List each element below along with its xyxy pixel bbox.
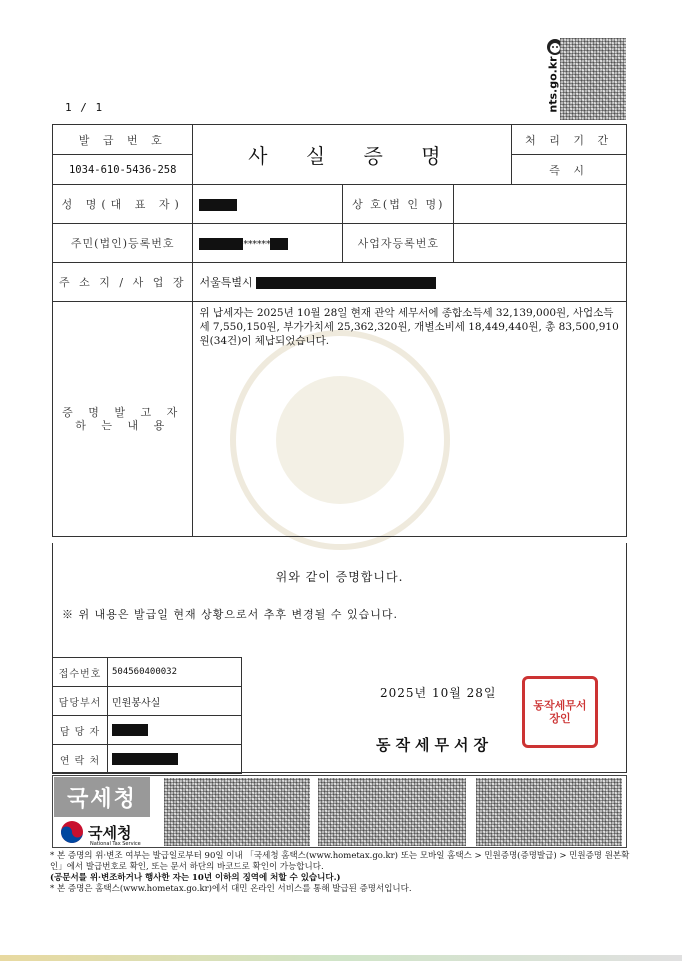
resident-id-value: ****** xyxy=(193,224,343,263)
redacted-name xyxy=(199,199,237,211)
dept-value: 민원봉사실 xyxy=(108,687,242,716)
redacted-id-tail xyxy=(270,238,288,250)
redacted-id xyxy=(199,238,243,250)
company-label: 상 호(법 인 명) xyxy=(343,185,454,224)
redacted-contact xyxy=(112,753,178,765)
address-value: 서울특별시 xyxy=(193,263,627,302)
receipt-value: 504560400032 xyxy=(108,658,242,687)
issue-date: 2025년 10월 28일 xyxy=(380,686,497,700)
emblem-text: 국세청 xyxy=(88,823,132,842)
issue-no-value: 1034-610-5436-258 xyxy=(53,155,193,185)
company-value xyxy=(454,185,627,224)
taeguk-icon xyxy=(60,820,84,844)
business-no-value xyxy=(454,224,627,263)
issue-no-label: 발 급 번 호 xyxy=(53,125,193,155)
certificate-content: 위 납세자는 2025년 10월 28일 현재 관악 세무서에 종합소득세 32,139,000원, 사업소득세 7,550,150원, 부가가치세 25,362,320원, 개별소비세 18,449,440원, 총 83,500,910원(34건)이 체납되었습니다. xyxy=(193,302,627,537)
content-label: 증 명 발 고 자 하 는 내 용 xyxy=(53,302,193,537)
official-stamp: 동작세무서장인 xyxy=(522,676,598,748)
bottom-color-strip xyxy=(0,955,682,961)
notice-text: ※ 위 내용은 발급일 현재 상황으로서 추후 변경될 수 있습니다. xyxy=(62,608,398,621)
processing-period-label: 처 리 기 간 xyxy=(512,125,627,155)
redacted-address xyxy=(256,277,436,289)
barcode-3[interactable] xyxy=(476,778,622,846)
certify-statement: 위와 같이 증명합니다. xyxy=(275,570,404,584)
page-indicator: 1 / 1 xyxy=(65,101,104,114)
redacted-staff xyxy=(112,724,148,736)
name-value xyxy=(193,185,343,224)
resident-id-label: 주민(법인)등록번호 xyxy=(53,224,193,263)
barcode-1[interactable] xyxy=(164,778,310,846)
name-label: 성 명(대 표 자) xyxy=(53,185,193,224)
staff-value xyxy=(108,716,242,745)
dept-label: 담당부서 xyxy=(53,687,108,716)
emblem-subtext: National Tax Service xyxy=(90,841,141,847)
nts-emblem-logo xyxy=(60,820,141,847)
office-name: 동작세무서장 xyxy=(376,736,493,754)
document-title: 사 실 증 명 xyxy=(193,125,512,185)
site-url-vertical: nts.go.kr xyxy=(546,56,560,113)
footer-note-3: * 본 증명은 홈택스(www.hometax.go.kr)에서 대민 온라인 서비스를 통해 발급된 증명서입니다. xyxy=(50,884,412,894)
processing-period-value: 즉 시 xyxy=(512,155,627,185)
contact-value xyxy=(108,745,242,774)
footer-note-2: (공문서를 위·변조하거나 행사한 자는 10년 이하의 징역에 처할 수 있습니다.) xyxy=(50,873,341,883)
qr-code-top[interactable] xyxy=(560,38,626,120)
footer-note-1: * 본 증명의 위·변조 여부는 발급일로부터 90일 이내 「국세청 홈택스(www.hometax.go.kr) 또는 모바일 홈택스 > 민원증명(증명발급) > 민원증명 원본확인」에서 발급번호로 확인, 또는 문서 하단의 바코드로 확인이 가능합니다. xyxy=(50,851,630,872)
details-table xyxy=(52,657,242,774)
business-no-label: 사업자등록번호 xyxy=(343,224,454,263)
nts-gray-logo: 국세청 xyxy=(54,777,150,817)
contact-label: 연 락 처 xyxy=(53,745,108,774)
receipt-label: 접수번호 xyxy=(53,658,108,687)
barcode-2[interactable] xyxy=(318,778,466,846)
certificate-table xyxy=(52,124,627,537)
staff-label: 담 당 자 xyxy=(53,716,108,745)
footer-notes xyxy=(50,851,635,895)
address-label: 주 소 지 / 사 업 장 xyxy=(53,263,193,302)
